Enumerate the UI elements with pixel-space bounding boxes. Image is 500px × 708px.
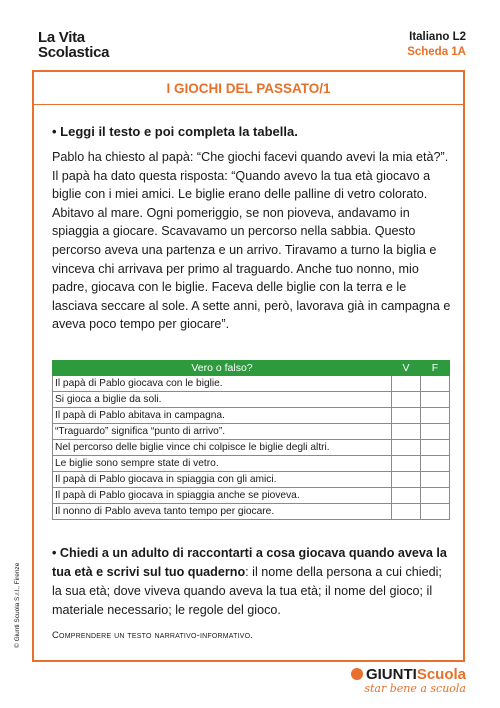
table-row xyxy=(53,440,450,456)
brand-slogan: star bene a scuola xyxy=(364,682,466,695)
logo-line-2: Scolastica xyxy=(38,44,110,61)
subject-label: Italiano L2 xyxy=(409,31,466,43)
table-row xyxy=(53,488,450,504)
statement-cell: Il papà di Pablo giocava in spiaggia anche se pioveva. xyxy=(53,488,392,504)
table-row xyxy=(53,504,450,520)
statement-cell: Il papà di Pablo giocava in spiaggia con gli amici. xyxy=(53,472,392,488)
false-checkbox-cell[interactable] xyxy=(421,472,450,488)
instruction-read: • Leggi il testo e poi completa la tabella. xyxy=(52,124,298,139)
table-header-statement: Vero o falso? xyxy=(53,361,392,376)
false-checkbox-cell[interactable] xyxy=(421,504,450,520)
false-checkbox-cell[interactable] xyxy=(421,408,450,424)
publisher-brand xyxy=(351,666,466,695)
table-header-v: V xyxy=(392,361,421,376)
table-row xyxy=(53,376,450,392)
giunti-g-icon xyxy=(351,668,363,680)
false-checkbox-cell[interactable] xyxy=(421,488,450,504)
copyright-note: © Giunti Scuola S.r.l., Firenze xyxy=(14,562,21,648)
true-checkbox-cell[interactable] xyxy=(392,392,421,408)
false-checkbox-cell[interactable] xyxy=(421,392,450,408)
instruction-interview xyxy=(52,544,454,620)
brand-name-b: Scuola xyxy=(416,666,466,683)
statement-cell: Nel percorso delle biglie vince chi colpisce le biglie degli altri. xyxy=(53,440,392,456)
logo xyxy=(38,30,109,60)
statement-cell: Il nonno di Pablo aveva tanto tempo per giocare. xyxy=(53,504,392,520)
table-header-f: F xyxy=(421,361,450,376)
true-false-table xyxy=(52,360,450,520)
statement-cell: Il papà di Pablo abitava in campagna. xyxy=(53,408,392,424)
table-row xyxy=(53,472,450,488)
statement-cell: “Traguardo” significa “punto di arrivo”. xyxy=(53,424,392,440)
table-row xyxy=(53,392,450,408)
statement-cell: Si gioca a biglie da soli. xyxy=(53,392,392,408)
true-checkbox-cell[interactable] xyxy=(392,456,421,472)
table-header-row xyxy=(53,361,450,376)
false-checkbox-cell[interactable] xyxy=(421,424,450,440)
false-checkbox-cell[interactable] xyxy=(421,376,450,392)
worksheet-title: I GIOCHI DEL PASSATO/1 xyxy=(166,81,331,96)
true-checkbox-cell[interactable] xyxy=(392,488,421,504)
statement-cell: Le biglie sono sempre state di vetro. xyxy=(53,456,392,472)
instruction-interview-bold: • Chiedi a un adulto di raccontarti a cosa giocava quando aveva la tua età e scrivi sul tuo quaderno xyxy=(52,546,447,579)
true-checkbox-cell[interactable] xyxy=(392,440,421,456)
table-row xyxy=(53,424,450,440)
logo-line-1: La Vita xyxy=(38,29,85,46)
true-checkbox-cell[interactable] xyxy=(392,472,421,488)
table-row xyxy=(53,456,450,472)
true-checkbox-cell[interactable] xyxy=(392,376,421,392)
instruction-interview-rest: : il nome della persona a cui chiedi; la sua età; dove viveva quando aveva la tua età; il nome del gioco; il materiale necessario; le regole del gioco. xyxy=(52,565,442,617)
worksheet-card xyxy=(32,70,465,662)
true-checkbox-cell[interactable] xyxy=(392,504,421,520)
statement-cell: Il papà di Pablo giocava con le biglie. xyxy=(53,376,392,392)
table-row xyxy=(53,408,450,424)
sheet-info xyxy=(407,30,466,60)
true-checkbox-cell[interactable] xyxy=(392,424,421,440)
false-checkbox-cell[interactable] xyxy=(421,440,450,456)
brand-name-a: GIUNTI xyxy=(365,666,417,683)
story-paragraph: Pablo ha chiesto al papà: “Che giochi facevi quando avevi la mia età?”. Il papà ha dato questa risposta: “Quando avevo la tua età giocavo a biglie con i miei amici. Le biglie erano delle palline di vetro colorato. Abitavo al mare. Ogni pomeriggio, se non pioveva, andavamo in spiaggia a giocare. Scavavamo un percorso nella sabbia. Questo percorso aveva una partenza e un arrivo. Tiravamo a turno la biglia e vinceva chi arrivava per primo al traguardo. Anche tuo nonno, mio padre, giocava con le biglie. Faceva delle biglie con la terra e le lasciava seccare al sole. A sette anni, però, lavorava già in campagna e aveva poco tempo per giocare”. xyxy=(52,150,451,332)
sheet-label: Scheda 1A xyxy=(407,46,466,58)
true-checkbox-cell[interactable] xyxy=(392,408,421,424)
brand-name xyxy=(351,666,466,683)
title-divider xyxy=(34,104,463,105)
learning-goal: Comprendere un testo narrativo-informativo. xyxy=(52,630,254,641)
false-checkbox-cell[interactable] xyxy=(421,456,450,472)
